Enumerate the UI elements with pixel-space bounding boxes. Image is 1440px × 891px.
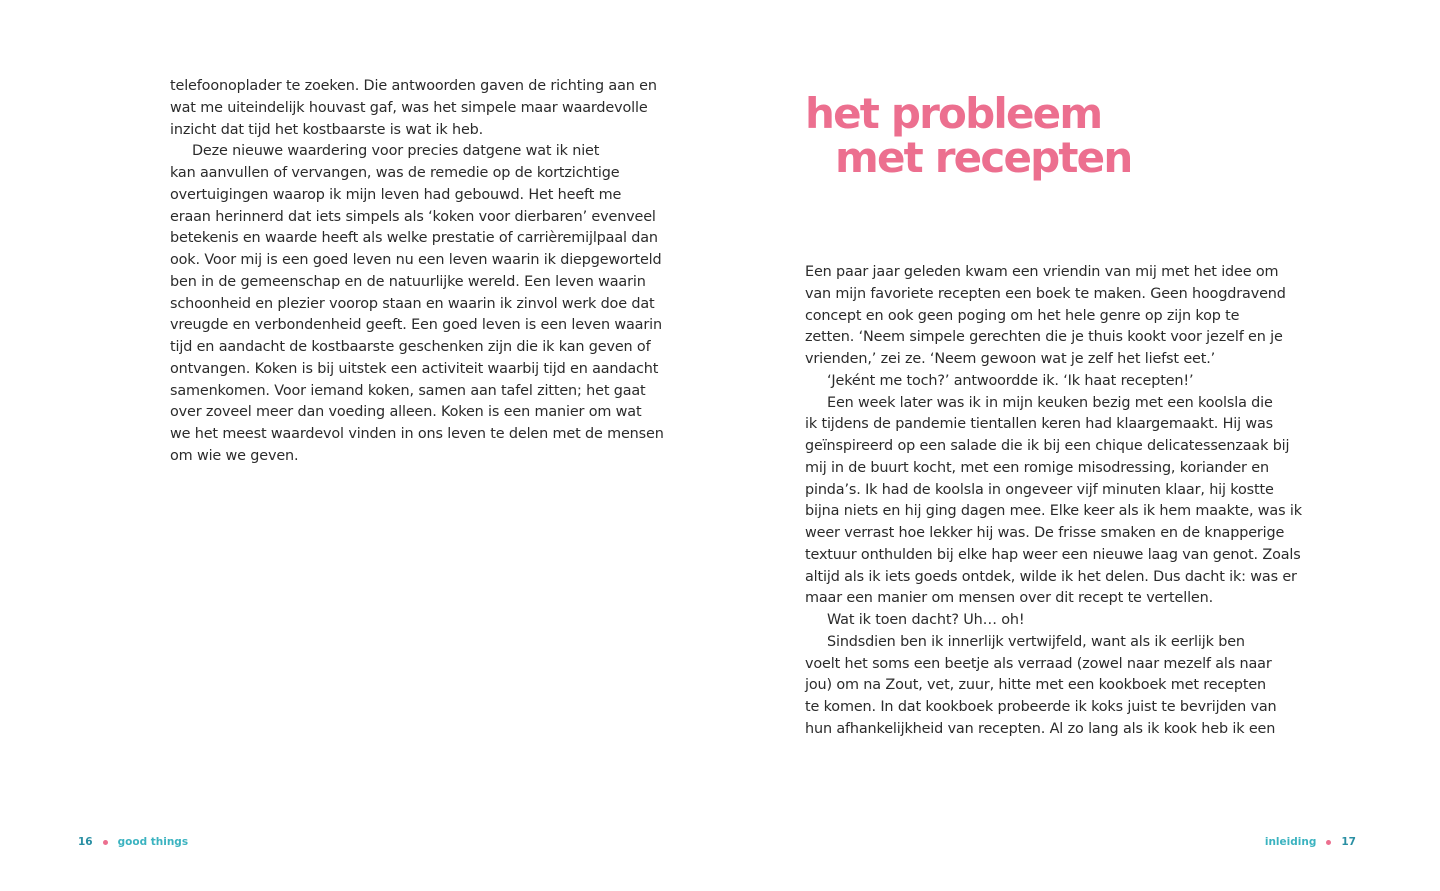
bullet-dot-icon <box>103 840 108 845</box>
text-line: hun afhankelijkheid van recepten. Al zo lang als ik kook heb ik een <box>805 720 1276 737</box>
page-number: 16 <box>78 836 93 848</box>
page-number: 17 <box>1341 836 1356 848</box>
text-line: wat me uiteindelijk houvast gaf, was het simpele maar waardevolle <box>170 99 648 116</box>
text-line: concept en ook geen poging om het hele genre op zijn kop te <box>805 307 1240 324</box>
text-line: vreugde en verbondenheid geeft. Een goed leven is een leven waarin <box>170 317 662 334</box>
text-line: kan aanvullen of vervangen, was de remedie op de kortzichtige <box>170 165 620 181</box>
running-head: good things <box>117 836 189 848</box>
bullet-dot-icon <box>1326 840 1331 845</box>
left-folio <box>78 836 188 848</box>
text-line: Wat ik toen dacht? Uh… oh! <box>827 612 1025 628</box>
text-line: eraan herinnerd dat iets simpels als ‘koken voor dierbaren’ evenveel <box>170 208 656 225</box>
chapter-title <box>805 89 1132 182</box>
text-line: jou) om na Zout, vet, zuur, hitte met een kookboek met recepten <box>805 677 1267 694</box>
text-line: bijna niets en hij ging dagen mee. Elke keer als ik hem maakte, was ik <box>805 503 1302 520</box>
chapter-title-line-2: met recepten <box>835 133 1132 182</box>
text-line: maar een manier om mensen over dit recept te vertellen. <box>805 590 1214 607</box>
text-line: geïnspireerd op een salade die ik bij een chique delicatessenzaak bij <box>805 438 1290 454</box>
text-line: betekenis en waarde heeft als welke prestatie of carrièremijlpaal dan <box>170 230 658 247</box>
text-line: textuur onthulden bij elke hap weer een nieuwe laag van genot. Zoals <box>805 546 1301 563</box>
right-folio <box>1265 836 1356 848</box>
text-line: voelt het soms een beetje als verraad (zowel naar mezelf als naar <box>805 655 1272 672</box>
text-line: tijd en aandacht de kostbaarste geschenken zijn die ik kan geven of <box>170 339 651 355</box>
text-line: te komen. In dat kookboek probeerde ik koks juist te bevrijden van <box>805 699 1277 715</box>
text-line: pinda’s. Ik had de koolsla in ongeveer vijf minuten klaar, hij kostte <box>805 481 1274 498</box>
text-line: Een week later was ik in mijn keuken bezig met een koolsla die <box>827 394 1273 411</box>
text-line: ook. Voor mij is een goed leven nu een leven waarin ik diepgeworteld <box>170 252 662 268</box>
text-line: Sindsdien ben ik innerlijk vertwijfeld, want als ik eerlijk ben <box>827 633 1245 650</box>
text-line: over zoveel meer dan voeding alleen. Koken is een manier om wat <box>170 404 642 421</box>
right-page <box>720 0 1440 891</box>
text-line: inzicht dat tijd het kostbaarste is wat ik heb. <box>170 121 484 138</box>
text-line: zetten. ‘Neem simpele gerechten die je thuis kookt voor jezelf en je <box>805 329 1283 346</box>
text-line: Deze nieuwe waardering voor precies datgene wat ik niet <box>192 143 600 160</box>
text-line: altijd als ik iets goeds ontdek, wilde ik het delen. Dus dacht ik: was er <box>805 568 1297 585</box>
right-body-text <box>805 262 1302 741</box>
running-head: inleiding <box>1264 836 1317 848</box>
text-line: overtuigingen waarop ik mijn leven had gebouwd. Het heeft me <box>170 186 622 203</box>
text-line: mij in de buurt kocht, met een romige misodressing, koriander en <box>805 459 1269 476</box>
chapter-title-line-1: het probleem <box>805 89 1102 138</box>
text-line: van mijn favoriete recepten een boek te maken. Geen hoogdravend <box>805 285 1286 302</box>
text-line: telefoonoplader te zoeken. Die antwoorden gaven de richting aan en <box>170 78 657 94</box>
text-line: ben in de gemeenschap en de natuurlijke wereld. Een leven waarin <box>170 273 646 290</box>
text-line: ik tijdens de pandemie tientallen keren had klaargemaakt. Hij was <box>805 416 1274 433</box>
text-line: om wie we geven. <box>170 447 299 464</box>
text-line: Een paar jaar geleden kwam een vriendin van mij met het idee om <box>805 264 1279 280</box>
text-line: ‘Jeként me toch?’ antwoordde ik. ‘Ik haat recepten!’ <box>827 372 1194 389</box>
text-line: samenkomen. Voor iemand koken, samen aan tafel zitten; het gaat <box>170 382 646 399</box>
text-line: we het meest waardevol vinden in ons leven te delen met de mensen <box>170 426 664 442</box>
text-line: ontvangen. Koken is bij uitstek een activiteit waarbij tijd en aandacht <box>170 360 659 377</box>
text-line: weer verrast hoe lekker hij was. De frisse smaken en de knapperige <box>805 525 1285 541</box>
left-body-text <box>170 76 664 468</box>
text-line: vrienden,’ zei ze. ‘Neem gewoon wat je zelf het liefst eet.’ <box>805 351 1216 367</box>
text-line: schoonheid en plezier voorop staan en waarin ik zinvol werk doe dat <box>170 295 655 312</box>
